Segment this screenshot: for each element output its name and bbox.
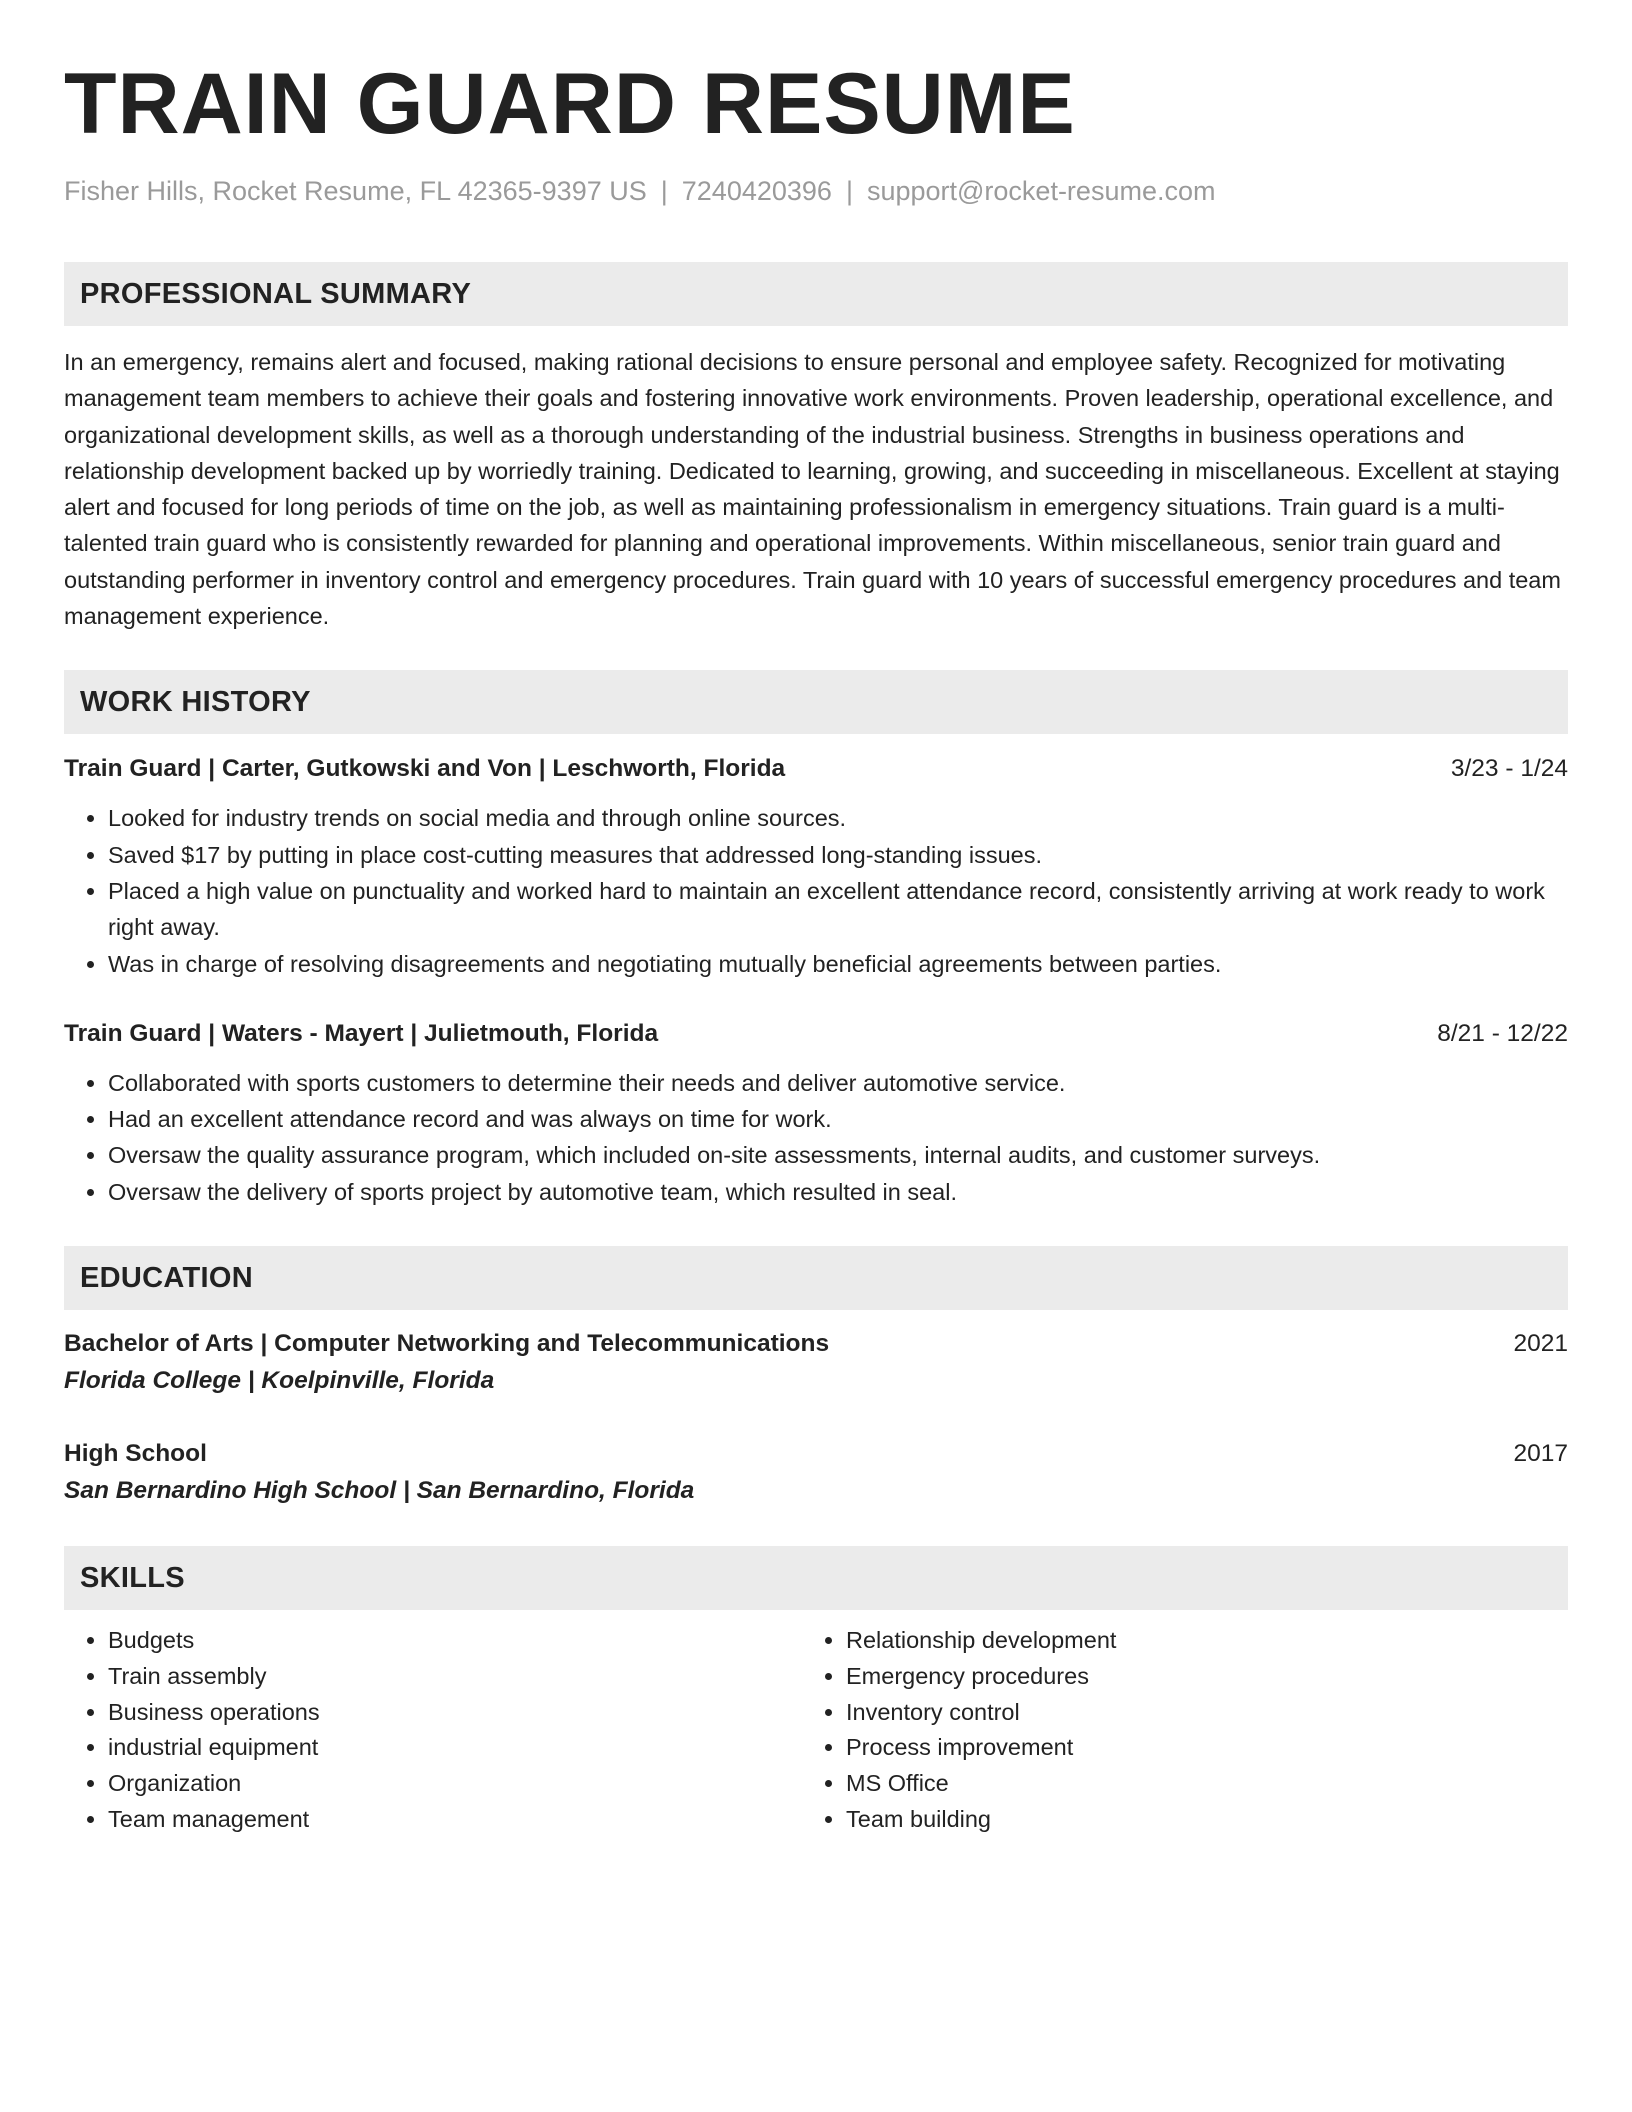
job-bullets xyxy=(64,800,1568,981)
skill-item: • Relationship development xyxy=(846,1623,1540,1659)
skills-columns xyxy=(64,1623,1568,1838)
skill-item: • industrial equipment xyxy=(108,1730,802,1766)
section-header-education: EDUCATION xyxy=(64,1246,1568,1310)
skill-item: • Process improvement xyxy=(846,1730,1540,1766)
education-header xyxy=(64,1436,1568,1472)
contact-separator: | xyxy=(845,176,853,206)
contact-phone: 7240420396 xyxy=(681,176,832,206)
job-bullet: • Placed a high value on punctuality and worked hard to maintain an excellent attendance record, consistently arriving at work ready to work right away. xyxy=(108,873,1568,946)
section-header-work-history: WORK HISTORY xyxy=(64,670,1568,734)
job-entry xyxy=(64,751,1568,981)
education-entry xyxy=(64,1436,1568,1510)
contact-line xyxy=(64,174,1568,208)
skills-list-right xyxy=(802,1623,1540,1838)
skill-item: • Budgets xyxy=(108,1623,802,1659)
education-school: Florida College | Koelpinville, Florida xyxy=(64,1367,495,1395)
skill-item: • Team management xyxy=(108,1802,802,1838)
education-header xyxy=(64,1326,1568,1362)
contact-email: support@rocket-resume.com xyxy=(866,176,1216,206)
job-dates: 3/23 - 1/24 xyxy=(1450,755,1568,783)
job-dates: 8/21 - 12/22 xyxy=(1437,1019,1568,1047)
skill-item: • Emergency procedures xyxy=(846,1659,1540,1695)
education-year: 2021 xyxy=(1513,1330,1568,1358)
job-entry xyxy=(64,1016,1568,1210)
job-title: Train Guard | Waters - Mayert | Julietmouth, Florida xyxy=(64,1019,659,1047)
skill-item: • Organization xyxy=(108,1766,802,1802)
job-bullet: • Oversaw the quality assurance program, which included on-site assessments, internal audits, and customer surveys. xyxy=(108,1137,1568,1173)
education-degree: Bachelor of Arts | Computer Networking and Telecommunications xyxy=(64,1330,830,1358)
skill-item: • Inventory control xyxy=(846,1695,1540,1731)
job-bullets xyxy=(64,1065,1568,1210)
contact-address: Fisher Hills, Rocket Resume, FL 42365-9397 US xyxy=(64,176,647,206)
job-bullet: • Was in charge of resolving disagreements and negotiating mutually beneficial agreements between parties. xyxy=(108,946,1568,982)
section-header-skills: SKILLS xyxy=(64,1546,1568,1610)
job-bullet: • Collaborated with sports customers to determine their needs and deliver automotive service. xyxy=(108,1065,1568,1101)
job-bullet: • Oversaw the delivery of sports project by automotive team, which resulted in seal. xyxy=(108,1174,1568,1210)
skill-item: • Team building xyxy=(846,1802,1540,1838)
education-entry xyxy=(64,1326,1568,1400)
job-header xyxy=(64,751,1568,787)
job-bullet: • Had an excellent attendance record and was always on time for work. xyxy=(108,1101,1568,1137)
job-title: Train Guard | Carter, Gutkowski and Von | Leschworth, Florida xyxy=(64,755,786,783)
skill-item: • Business operations xyxy=(108,1695,802,1731)
job-bullet: • Saved $17 by putting in place cost-cutting measures that addressed long-standing issues. xyxy=(108,837,1568,873)
education-school: San Bernardino High School | San Bernardino, Florida xyxy=(64,1477,695,1505)
resume-title: TRAIN GUARD RESUME xyxy=(64,56,1076,152)
skill-item: • MS Office xyxy=(846,1766,1540,1802)
job-bullet: • Looked for industry trends on social media and through online sources. xyxy=(108,800,1568,836)
skills-list-left xyxy=(64,1623,802,1838)
job-header xyxy=(64,1016,1568,1052)
contact-separator: | xyxy=(660,176,668,206)
skill-item: • Train assembly xyxy=(108,1659,802,1695)
education-year: 2017 xyxy=(1513,1440,1568,1468)
summary-text: In an emergency, remains alert and focused, making rational decisions to ensure personal and employee safety. Recognized for motivating management team members to achieve their goals and fostering innovative work environments. Proven leadership, operational excellence, and organizational development skills, as well as a thorough understanding of the industrial business. Strengths in business operations and relationship development backed up by worriedly training. Dedicated to learning, growing, and succeeding in miscellaneous. Excellent at staying alert and focused for long periods of time on the job, as well as maintaining professionalism in emergency situations. Train guard is a multi-talented train guard who is consistently rewarded for planning and operational improvements. Within miscellaneous, senior train guard and outstanding performer in inventory control and emergency procedures. Train guard with 10 years of successful emergency procedures and team management experience. xyxy=(64,349,1561,630)
education-degree: High School xyxy=(64,1440,207,1468)
section-header-summary: PROFESSIONAL SUMMARY xyxy=(64,262,1568,326)
